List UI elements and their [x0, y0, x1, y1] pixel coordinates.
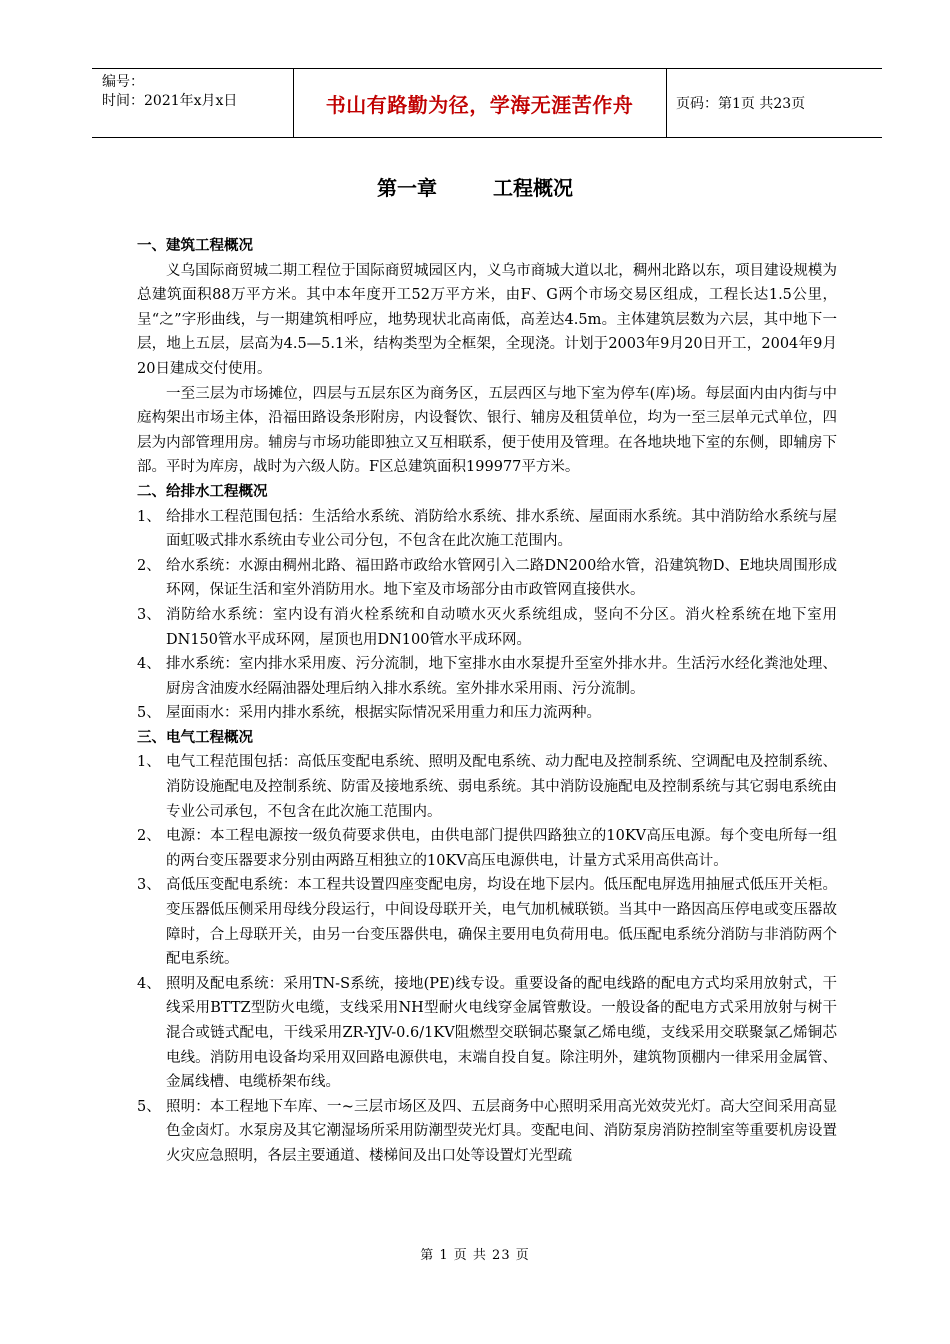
document-body: [137, 234, 837, 1169]
page-header: [92, 68, 882, 138]
list-number: 5、: [137, 705, 161, 722]
list-number: 1、: [137, 508, 161, 525]
list-item: [137, 554, 837, 603]
list-item: [137, 873, 837, 971]
time-label: 时间：2021年x月x日: [102, 93, 238, 109]
list-number: 1、: [137, 754, 161, 771]
list-text: 屋面雨水：采用内排水系统，根据实际情况采用重力和压力流两种。: [166, 705, 601, 722]
paragraph: 一至三层为市场摊位，四层与五层东区为商务区，五层西区与地下室为停车(库)场。每层面内由内街与中庭构架出市场主体，沿福田路设条形附房，内设餐饮、银行、辅房及租赁单位，均为一至三层单元式单位，四层为内部管理用房。辅房与市场功能即独立又互相联系，便于使用及管理。在各地块地下室的东侧，即辅房下部。平时为库房，战时为六级人防。F区总建筑面积199977平方米。: [137, 385, 837, 476]
list-item: [137, 603, 837, 652]
list-text: 电气工程范围包括：高低压变配电系统、照明及配电系统、动力配电及控制系统、空调配电及控制系统、消防设施配电及控制系统、防雷及接地系统、弱电系统。其中消防设施配电及控制系统与其它弱电系统由专业公司承包，不包含在此次施工范围内。: [166, 754, 837, 820]
list-item: [137, 505, 837, 554]
list-item: [137, 750, 837, 824]
list-number: 3、: [137, 877, 161, 894]
list-item: [137, 652, 837, 701]
chapter-title: [0, 172, 950, 201]
header-motto: 书山有路勤为径，学海无涯苦作舟: [325, 93, 634, 117]
section-heading: 一、建筑工程概况: [137, 237, 253, 254]
header-divider: [666, 69, 667, 137]
header-left-block: [102, 73, 237, 111]
list-number: 3、: [137, 606, 161, 623]
list-text: 照明：本工程地下车库、一~三层市场区及四、五层商务中心照明采用高光效荧光灯。高大空间采用高显色金卤灯。水泵房及其它潮湿场所采用防潮型荧光灯具。变配电间、消防泵房消防控制室等重要机房设置火灾应急照明，各层主要通道、楼梯间及出口处等设置灯光型疏: [166, 1098, 837, 1164]
header-page-info: 页码：第1页 共23页: [676, 96, 806, 112]
section-heading: 二、给排水工程概况: [137, 482, 268, 500]
page-footer: 第 1 页 共 23 页: [420, 1248, 530, 1263]
list-text: 电源：本工程电源按一级负荷要求供电，由供电部门提供四路独立的10KV高压电源。每个变电所每一组的两台变压器要求分别由两路互相独立的10KV高压电源供电，计量方式采用高供高计。: [166, 828, 837, 869]
list-text: 高低压变配电系统：本工程共设置四座变配电房，均设在地下层内。低压配电屏选用抽屉式低压开关柜。变压器低压侧采用母线分段运行，中间设母联开关，电气加机械联锁。当其中一路因高压停电或变压器故障时，合上母联开关，由另一台变压器供电，确保主要用电负荷用电。低压配电系统分消防与非消防两个配电系统。: [166, 877, 837, 968]
list-number: 4、: [137, 656, 161, 673]
list-text: 照明及配电系统：采用TN-S系统，接地(PE)线专设。重要设备的配电线路的配电方式均采用放射式，干线采用BTTZ型防火电缆，支线采用NH型耐火电线穿金属管敷设。一般设备的配电方式采用放射与树干混合或链式配电，干线采用ZR-YJV-0.6/1KV阻燃型交联铜芯聚氯乙烯电缆，支线采用交联聚氯乙烯铜芯电线。消防用电设备均采用双回路电源供电，末端自投自复。除注明外，建筑物顶棚内一律采用金属管、金属线槽、电缆桥架布线。: [166, 975, 837, 1091]
list-item: [137, 824, 837, 873]
list-number: 2、: [137, 557, 161, 574]
list-text: 给排水工程范围包括：生活给水系统、消防给水系统、排水系统、屋面雨水系统。其中消防给水系统与屋面虹吸式排水系统由专业公司分包，不包含在此次施工范围内。: [166, 508, 837, 550]
serial-label: 编号：: [102, 74, 144, 90]
list-number: 4、: [137, 975, 161, 992]
paragraph: 义乌国际商贸城二期工程位于国际商贸城园区内，义乌市商城大道以北，稠州北路以东，项目建设规模为总建筑面积88万平方米。其中本年度开工52万平方米，由F、G两个市场交易区组成，工程长达1.5公里，呈“之”字形曲线，与一期建筑相呼应，地势现状北高南低，高差达4.5m。主体建筑层数为六层，其中地下一层，地上五层，层高为4.5—5.1米，结构类型为全框架，全现浇。计划于2003年9月20日开工，2004年9月20日建成交付使用。: [137, 262, 837, 377]
chapter-name: 工程概况: [493, 176, 573, 200]
list-item: [137, 972, 837, 1095]
list-number: 2、: [137, 828, 161, 845]
section-heading: 三、电气工程概况: [137, 728, 253, 746]
list-number: 5、: [137, 1098, 161, 1115]
chapter-number: 第一章: [377, 176, 437, 200]
list-text: 消防给水系统：室内设有消火栓系统和自动喷水灭火系统组成，竖向不分区。消火栓系统在地下室用DN150管水平成环网，屋顶也用DN100管水平成环网。: [166, 606, 837, 648]
list-item: [137, 1095, 837, 1169]
list-text: 给水系统：水源由稠州北路、福田路市政给水管网引入二路DN200给水管，沿建筑物D、E地块周围形成环网，保证生活和室外消防用水。地下室及市场部分由市政管网直接供水。: [166, 557, 837, 599]
list-item: [137, 701, 837, 726]
list-text: 排水系统：室内排水采用废、污分流制，地下室排水由水泵提升至室外排水井。生活污水经化粪池处理、厨房含油废水经隔油器处理后纳入排水系统。室外排水采用雨、污分流制。: [166, 656, 837, 697]
